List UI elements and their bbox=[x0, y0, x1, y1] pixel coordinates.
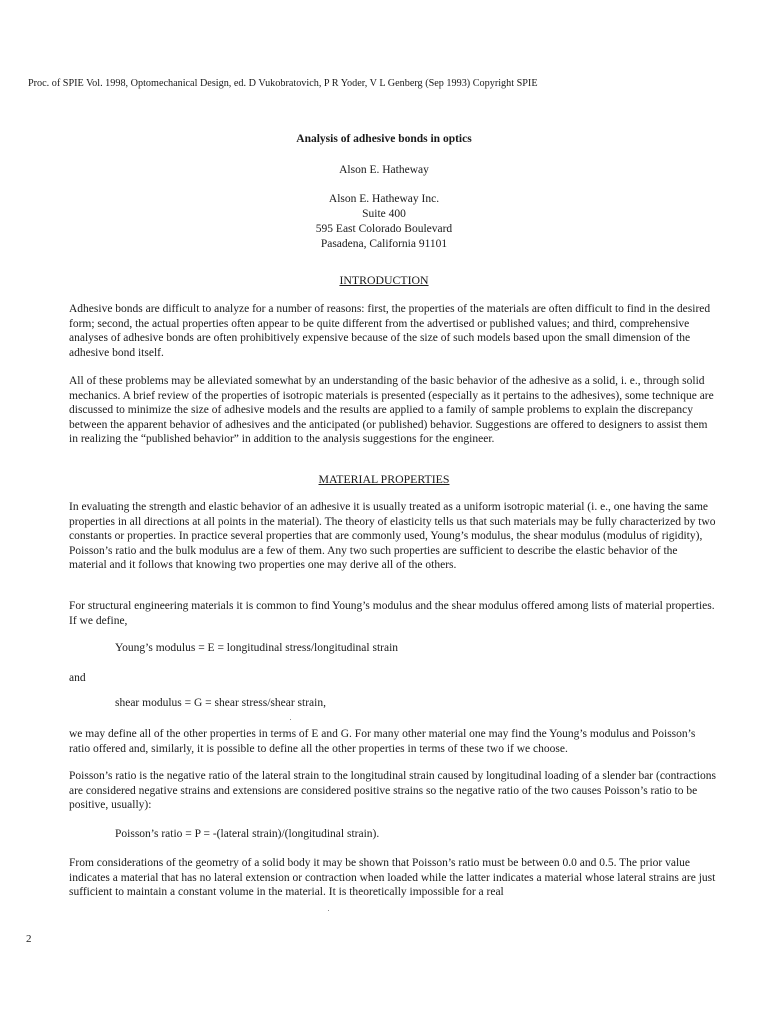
paper-title: Analysis of adhesive bonds in optics bbox=[296, 133, 472, 145]
affiliation-line: Pasadena, California 91101 bbox=[320, 238, 448, 250]
material-paragraph-2: For structural engineering materials it is common to find Young’s modulus and the shear modulus offered among lists of material properties. If we define, bbox=[69, 600, 715, 627]
affiliation-block bbox=[0, 192, 768, 252]
equation-shear-modulus: shear modulus = G = shear stress/shear strain, bbox=[115, 697, 326, 709]
material-paragraph-3: we may define all of the other properties in terms of E and G. For many other material one may find the Young’s modulus and Poisson’s ratio offered and, similarly, it is possible to define all the other properties in terms of these two if we choose. bbox=[69, 728, 696, 755]
author-name: Alson E. Hatheway bbox=[339, 164, 429, 176]
affiliation-line: Suite 400 bbox=[362, 208, 406, 220]
scan-speck bbox=[290, 719, 291, 720]
material-properties-heading: MATERIAL PROPERTIES bbox=[318, 472, 450, 486]
intro-paragraph-1: Adhesive bonds are difficult to analyze for a number of reasons: first, the properties of the materials are often difficult to find in the desired form; second, the actual properties often appear to be quite different from the advertised or published values; and third, comprehensive analyses of adhesive bonds are often prohibitively expensive because of the size of such models based upon the small dimension of the adhesive bond itself. bbox=[69, 303, 711, 359]
page-number: 2 bbox=[26, 933, 32, 945]
introduction-heading: INTRODUCTION bbox=[339, 273, 429, 287]
affiliation-line: 595 East Colorado Boulevard bbox=[315, 223, 453, 235]
intro-paragraph-2: All of these problems may be alleviated somewhat by an understanding of the basic behavior of the adhesive as a solid, i. e., through solid mechanics. A brief review of the properties of isotropic materials is presented (especially as it pertains to the adhesives), some technique are discussed to minimize the size of adhesive models and the results are applied to a family of sample problems to explain the discrepancy between the apparent behavior of adhesives and the anticipated (or published) behavior. Suggestions are offered to designers to assist them in realizing the “published behavior” in addition to the analysis suggestions for the engineer. bbox=[69, 375, 714, 445]
connector-text: and bbox=[69, 672, 86, 684]
citation-header: Proc. of SPIE Vol. 1998, Optomechanical Design, ed. D Vukobratovich, P R Yoder, V L Genberg (Sep 1993) Copyright SPIE bbox=[28, 78, 538, 89]
equation-youngs-modulus: Young’s modulus = E = longitudinal stress/longitudinal strain bbox=[115, 642, 399, 654]
equation-poissons-ratio: Poisson’s ratio = P = -(lateral strain)/(longitudinal strain). bbox=[115, 828, 380, 840]
affiliation-line: Alson E. Hatheway Inc. bbox=[328, 193, 440, 205]
material-paragraph-5: From considerations of the geometry of a solid body it may be shown that Poisson’s ratio must be between 0.0 and 0.5. The prior value indicates a material that has no lateral extension or contraction when loaded while the latter indicates a material whose lateral strains are just sufficient to maintain a constant volume in the material. It is theoretically impossible for a real bbox=[69, 857, 716, 898]
scan-speck bbox=[328, 910, 329, 911]
material-paragraph-4: Poisson’s ratio is the negative ratio of the lateral strain to the longitudinal strain caused by longitudinal loading of a slender bar (contractions are considered negative strains and extensions are considered positive strains so the negative ratio of the two causes Poisson’s ratio to be positive, usually): bbox=[69, 770, 717, 811]
material-paragraph-1: In evaluating the strength and elastic behavior of an adhesive it is usually treated as a uniform isotropic material (i. e., one having the same properties in all directions at all points in the material). The theory of elasticity tells us that such materials may be fully characterized by two constants or properties. In practice several properties that are commonly used, Young’s modulus, the shear modulus (modulus of rigidity), Poisson’s ratio and the bulk modulus are a few of them. Any two such properties are sufficient to describe the elastic behavior of the material and it follows that knowing two properties one may derive all of the others. bbox=[69, 501, 716, 571]
